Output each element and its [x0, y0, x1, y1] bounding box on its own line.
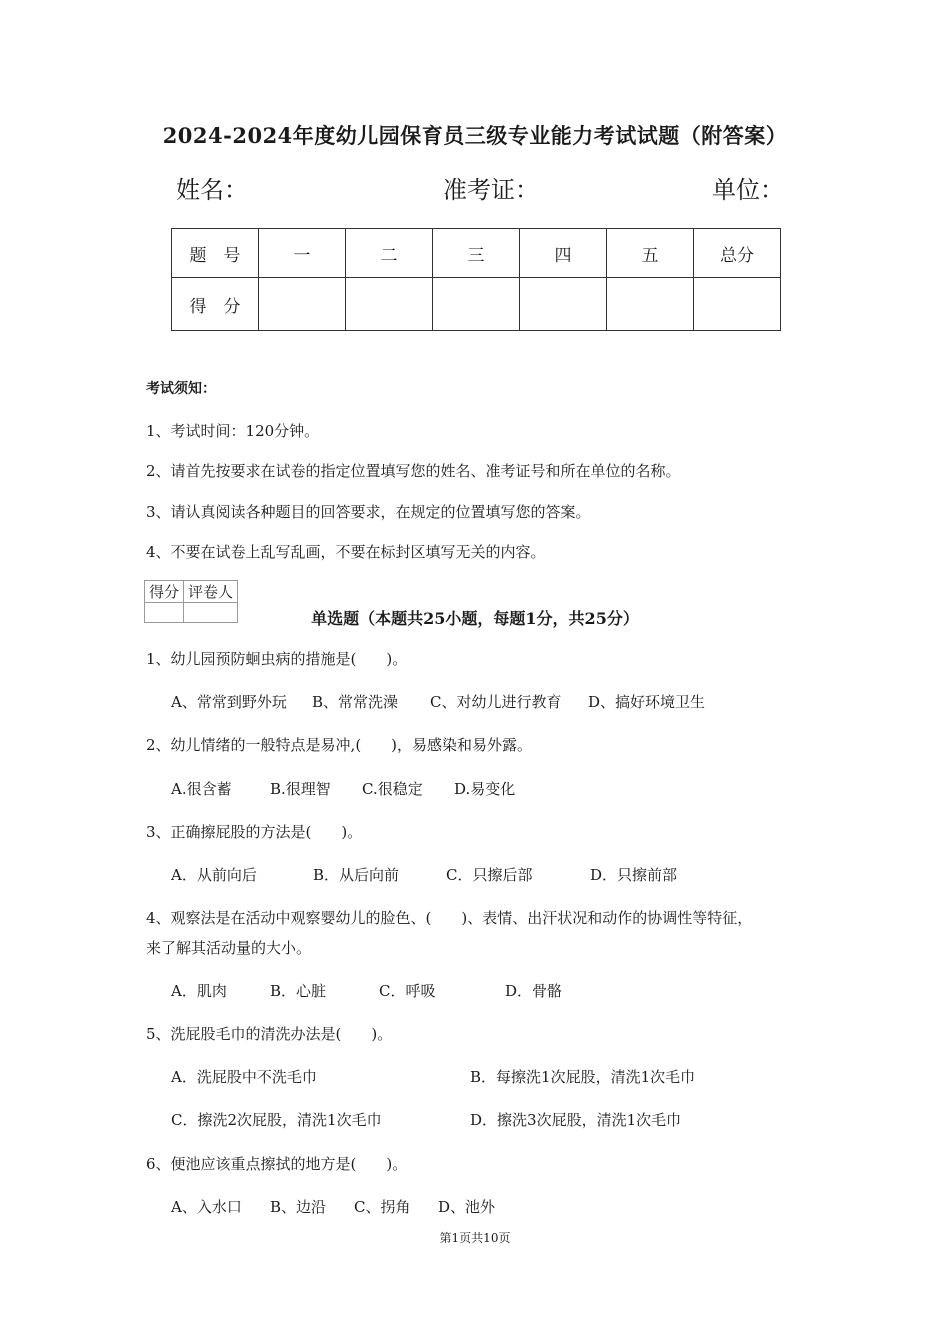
score-table	[171, 228, 781, 331]
page-title: 2024-2024年度幼儿园保育员三级专业能力考试试题（附答案）	[162, 123, 788, 148]
score-header-cell: 四	[520, 229, 607, 278]
option[interactable]: B、常常洗澡	[312, 693, 399, 711]
score-header-cell: 一	[259, 229, 346, 278]
option[interactable]: A、入水口	[171, 1198, 242, 1216]
option[interactable]: C.很稳定	[362, 780, 423, 798]
question-text: 3、正确擦屁股的方法是( )。	[146, 823, 363, 841]
notice-heading: 考试须知：	[146, 381, 216, 397]
option[interactable]: D．只擦前部	[590, 866, 678, 884]
page-footer: 第1页共10页	[439, 1231, 511, 1245]
score-cell[interactable]	[259, 278, 346, 331]
score-header-cell: 二	[346, 229, 433, 278]
grader-score-label: 得分	[145, 581, 184, 603]
score-header-cell: 三	[433, 229, 520, 278]
option[interactable]: B．心脏	[270, 982, 327, 1000]
score-cell[interactable]	[433, 278, 520, 331]
score-table-score-row	[172, 278, 781, 331]
grader-reviewer-label: 评卷人	[184, 581, 238, 603]
option[interactable]: A．从前向后	[171, 866, 257, 884]
question-text: 6、便池应该重点擦拭的地方是( )。	[146, 1155, 408, 1173]
option[interactable]: B.很理智	[270, 780, 331, 798]
section-title: 单选题（本题共25小题，每题1分，共25分）	[311, 609, 639, 628]
exam-id-field-label: 准考证：	[443, 176, 539, 204]
option[interactable]: C．只擦后部	[446, 866, 533, 884]
option[interactable]: A．肌肉	[171, 982, 227, 1000]
option[interactable]: D、池外	[438, 1198, 496, 1216]
option[interactable]: C、对幼儿进行教育	[430, 693, 562, 711]
unit-field-label: 单位：	[712, 176, 784, 204]
option[interactable]: D．擦洗3次屁股，清洗1次毛巾	[470, 1111, 682, 1129]
score-header-cell: 总分	[694, 229, 781, 278]
notice-item: 4、不要在试卷上乱写乱画，不要在标封区填写无关的内容。	[146, 543, 546, 561]
option[interactable]: C．擦洗2次屁股，清洗1次毛巾	[171, 1111, 382, 1129]
option[interactable]: B．从后向前	[313, 866, 400, 884]
option[interactable]: B、边沿	[270, 1198, 327, 1216]
question-text: 2、幼儿情绪的一般特点是易冲,( )，易感染和易外露。	[146, 736, 533, 754]
question-text: 4、观察法是在活动中观察婴幼儿的脸色、( )、表情、出汗状况和动作的协调性等特征，	[146, 909, 753, 927]
notice-item: 3、请认真阅读各种题目的回答要求，在规定的位置填写您的答案。	[146, 503, 591, 521]
option[interactable]: A、常常到野外玩	[171, 693, 287, 711]
score-header-cell: 五	[607, 229, 694, 278]
question-text: 1、幼儿园预防蛔虫病的措施是( )。	[146, 650, 408, 668]
option[interactable]: A．洗屁股中不洗毛巾	[171, 1068, 317, 1086]
score-cell[interactable]	[607, 278, 694, 331]
notice-item: 2、请首先按要求在试卷的指定位置填写您的姓名、准考证号和所在单位的名称。	[146, 462, 681, 480]
name-field-label: 姓名：	[176, 176, 248, 204]
notice-item: 1、考试时间：120分钟。	[146, 422, 320, 440]
option[interactable]: C、拐角	[354, 1198, 411, 1216]
option[interactable]: A.很含蓄	[171, 780, 232, 798]
option[interactable]: D．骨骼	[505, 982, 563, 1000]
score-row-label: 得 分	[172, 278, 259, 331]
question-text: 5、洗屁股毛巾的清洗办法是( )。	[146, 1025, 393, 1043]
option[interactable]: D、搞好环境卫生	[588, 693, 706, 711]
question-text-continued: 来了解其活动量的大小。	[146, 939, 312, 957]
score-cell[interactable]	[520, 278, 607, 331]
score-cell[interactable]	[346, 278, 433, 331]
score-cell[interactable]	[694, 278, 781, 331]
option[interactable]: B．每擦洗1次屁股，清洗1次毛巾	[470, 1068, 696, 1086]
score-table-header-row	[172, 229, 781, 278]
option[interactable]: C．呼吸	[379, 982, 436, 1000]
score-header-cell: 题 号	[172, 229, 259, 278]
option[interactable]: D.易变化	[454, 780, 516, 798]
